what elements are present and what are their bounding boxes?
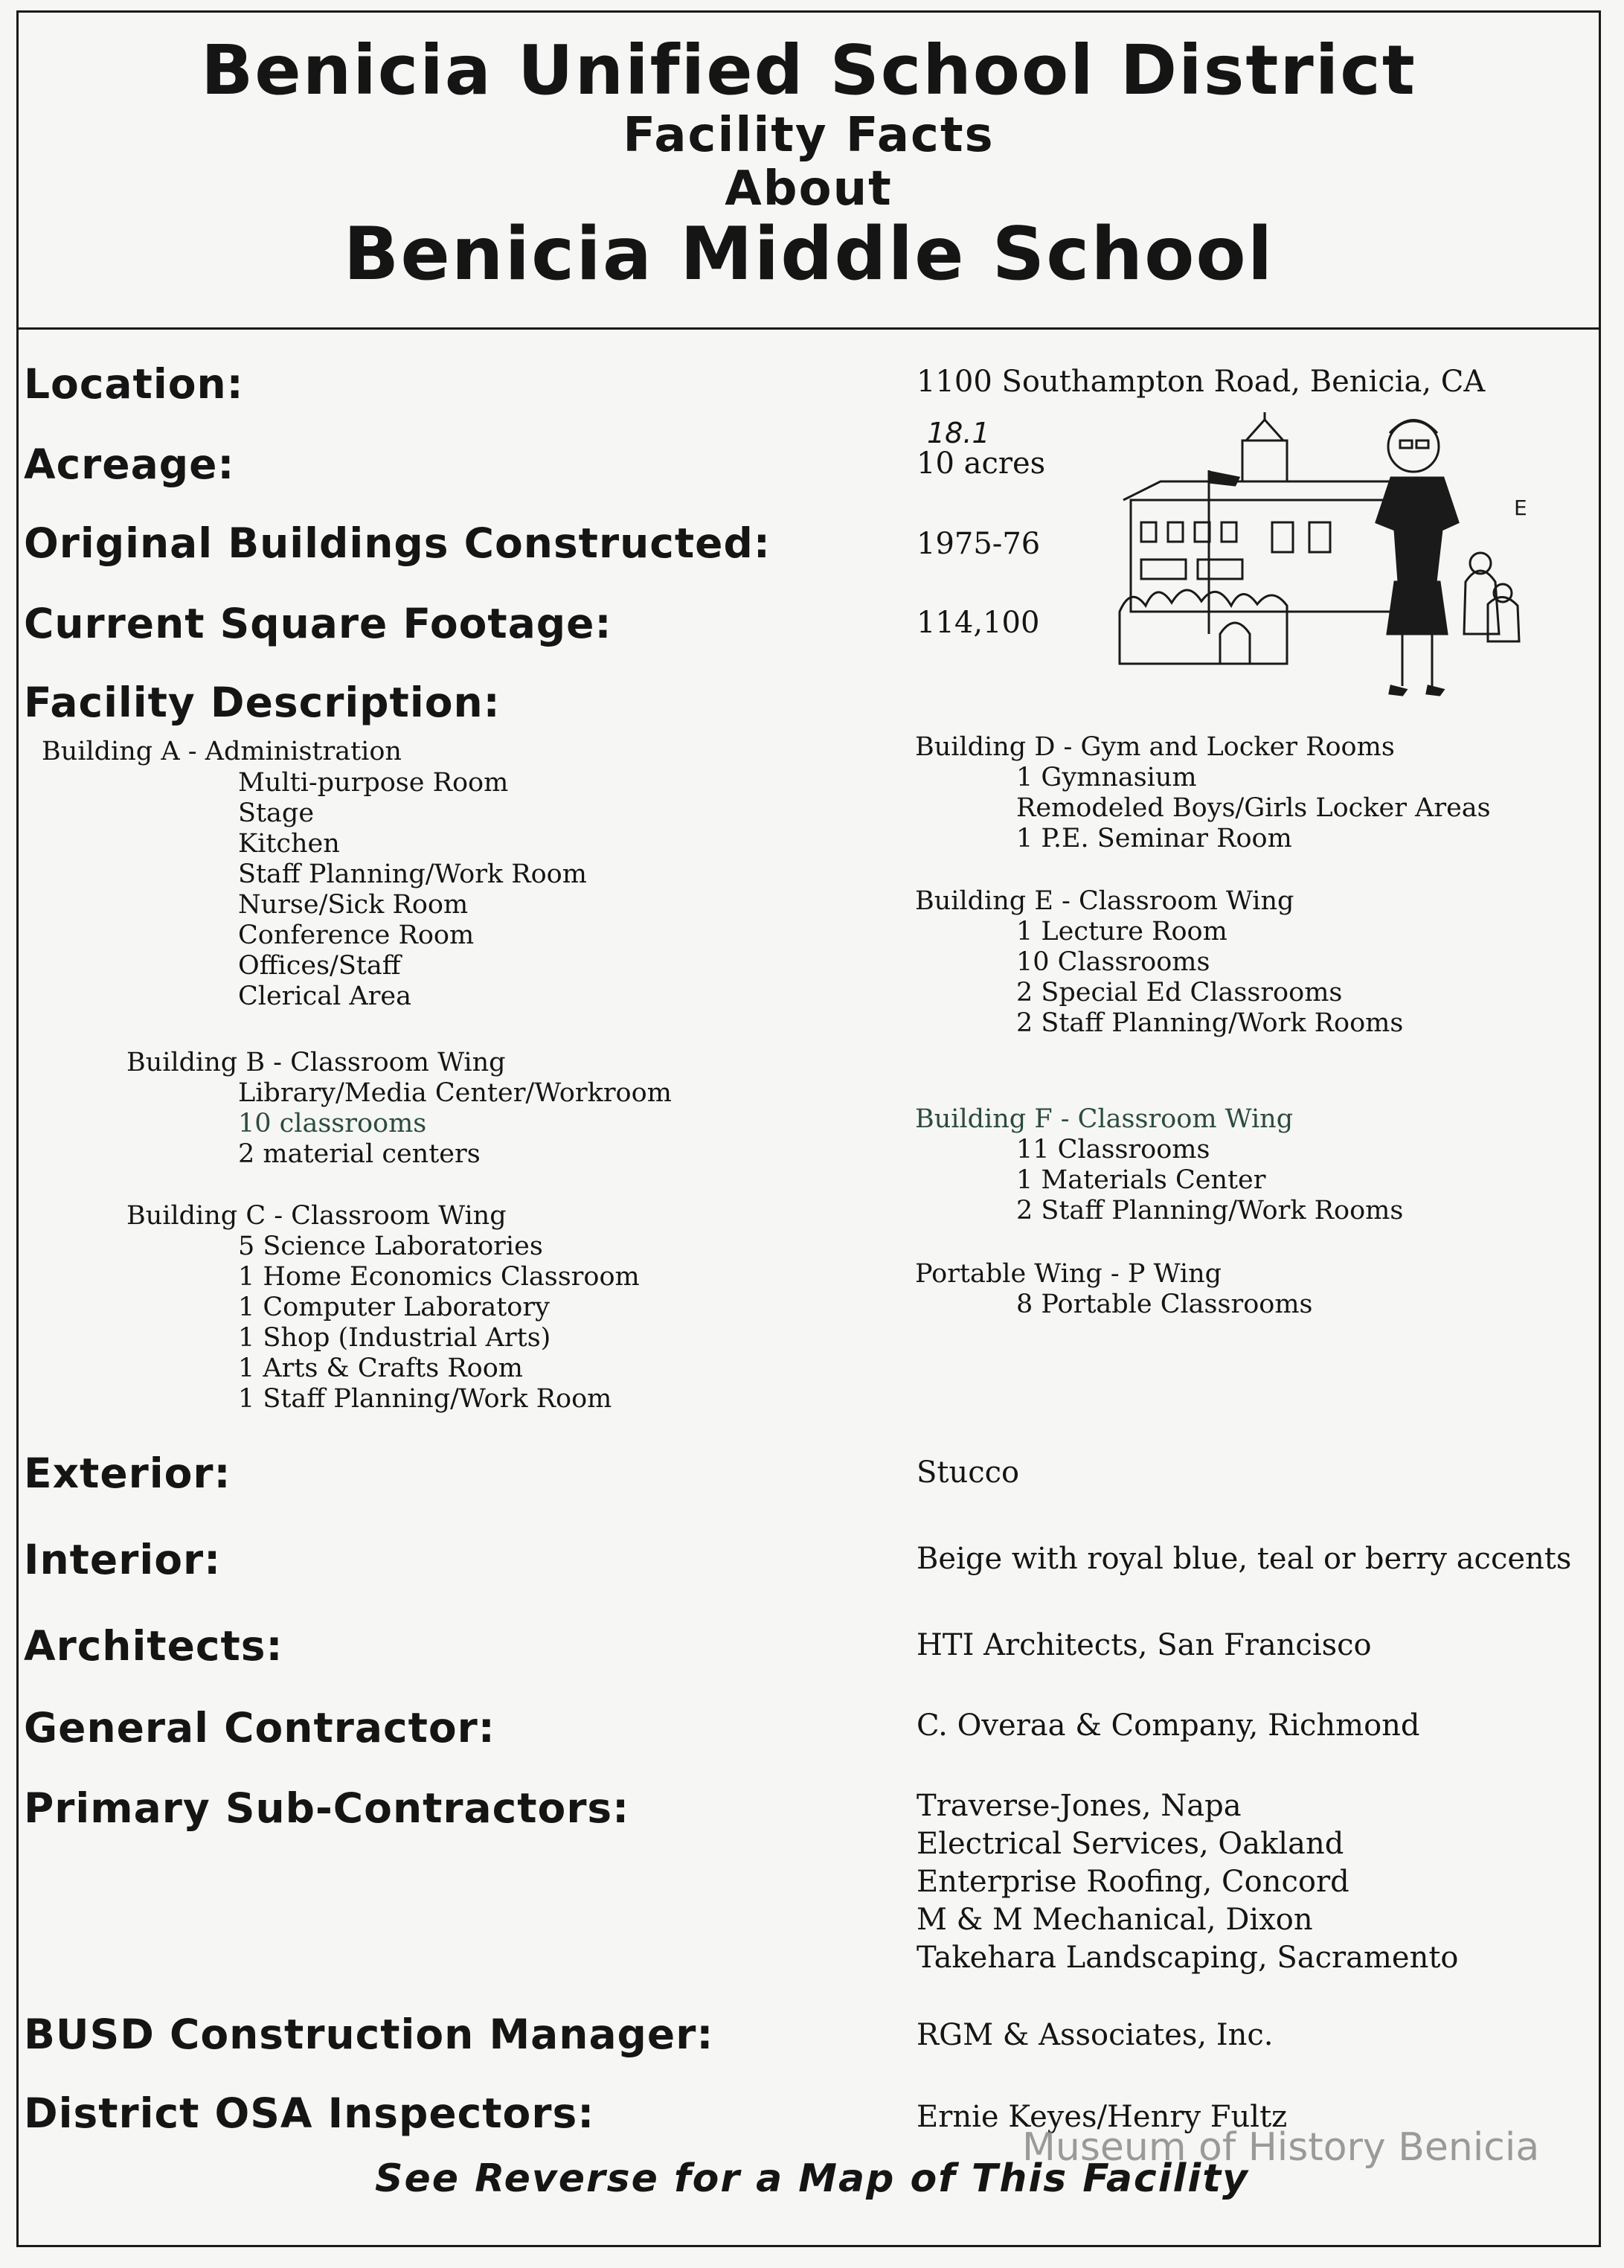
list-item: 1 Gymnasium: [1016, 763, 1197, 792]
list-item: Enterprise Roofing, Concord: [917, 1865, 1349, 1899]
square-footage-value: 114,100: [917, 606, 1040, 640]
list-item: 10 Classrooms: [1016, 947, 1210, 977]
district-title: Benicia Unified School District: [201, 31, 1416, 110]
square-footage-label: Current Square Footage:: [24, 600, 612, 647]
construction-manager-value: RGM & Associates, Inc.: [917, 2018, 1274, 2052]
list-item: Offices/Staff: [238, 951, 401, 981]
museum-watermark: Museum of History Benicia: [1022, 2125, 1540, 2170]
list-item: 2 Staff Planning/Work Rooms: [1016, 1008, 1404, 1038]
architects-label: Architects:: [24, 1622, 283, 1670]
list-item: 1 Arts & Crafts Room: [238, 1354, 524, 1383]
list-item: 1 P.E. Seminar Room: [1016, 824, 1292, 853]
school-title: Benicia Middle School: [343, 212, 1274, 297]
list-item: 1 Home Economics Classroom: [238, 1262, 640, 1292]
facility-description-label: Facility Description:: [24, 679, 501, 726]
interior-value: Beige with royal blue, teal or berry accents: [917, 1542, 1572, 1576]
svg-text:E: E: [1514, 496, 1527, 520]
list-item: 1 Lecture Room: [1016, 917, 1227, 946]
construction-manager-label: BUSD Construction Manager:: [24, 2011, 714, 2058]
list-item: Nurse/Sick Room: [238, 890, 469, 920]
osa-inspectors-value: Ernie Keyes/Henry Fultz: [917, 2100, 1288, 2134]
list-item: M & M Mechanical, Dixon: [917, 1903, 1313, 1937]
list-item: Library/Media Center/Workroom: [238, 1078, 672, 1108]
interior-label: Interior:: [24, 1536, 222, 1583]
exterior-label: Exterior:: [24, 1449, 231, 1497]
list-item: 1 Shop (Industrial Arts): [238, 1323, 551, 1353]
building-e-title: Building E - Classroom Wing: [915, 886, 1294, 916]
general-contractor-value: C. Overaa & Company, Richmond: [917, 1708, 1420, 1743]
general-contractor-label: General Contractor:: [24, 1704, 495, 1752]
exterior-value: Stucco: [917, 1455, 1020, 1490]
list-item: Clerical Area: [238, 981, 411, 1011]
list-item: 1 Computer Laboratory: [238, 1292, 550, 1322]
list-item: 2 Staff Planning/Work Rooms: [1016, 1196, 1404, 1226]
list-item: Traverse-Jones, Napa: [917, 1789, 1242, 1823]
location-value: 1100 Southampton Road, Benicia, CA: [917, 365, 1486, 399]
about-title: About: [725, 161, 893, 217]
building-f-title: Building F - Classroom Wing: [915, 1104, 1294, 1134]
building-a-title: Building A - Administration: [42, 737, 402, 766]
location-label: Location:: [24, 360, 244, 408]
list-item: Kitchen: [238, 829, 340, 859]
list-item: Stage: [238, 798, 315, 828]
facility-facts-title: Facility Facts: [623, 108, 995, 163]
building-d-title: Building D - Gym and Locker Rooms: [915, 732, 1395, 762]
list-item: 1 Materials Center: [1016, 1165, 1266, 1195]
list-item: 11 Classrooms: [1016, 1135, 1210, 1165]
list-item: 5 Science Laboratories: [238, 1231, 543, 1261]
architects-value: HTI Architects, San Francisco: [917, 1628, 1372, 1662]
osa-inspectors-label: District OSA Inspectors:: [24, 2089, 595, 2137]
list-item: Remodeled Boys/Girls Locker Areas: [1016, 793, 1491, 823]
list-item: 10 classrooms: [238, 1109, 427, 1138]
list-item: Conference Room: [238, 920, 475, 950]
list-item: Staff Planning/Work Room: [238, 859, 587, 889]
original-buildings-label: Original Buildings Constructed:: [24, 519, 771, 567]
reverse-map-note: See Reverse for a Map of This Facility: [375, 2156, 1249, 2201]
list-item: Electrical Services, Oakland: [917, 1827, 1344, 1861]
acreage-value: 10 acres: [917, 446, 1046, 481]
building-c-title: Building C - Classroom Wing: [126, 1201, 507, 1231]
acreage-handwritten-note: 18.1: [927, 417, 990, 449]
list-item: 1 Staff Planning/Work Room: [238, 1384, 612, 1414]
portable-wing-title: Portable Wing - P Wing: [915, 1259, 1222, 1289]
building-b-title: Building B - Classroom Wing: [126, 1048, 506, 1077]
title-box: [19, 13, 1599, 330]
list-item: Takehara Landscaping, Sacramento: [917, 1941, 1459, 1975]
sub-contractors-label: Primary Sub-Contractors:: [24, 1784, 630, 1832]
list-item: 2 Special Ed Classrooms: [1016, 978, 1343, 1008]
original-buildings-value: 1975-76: [917, 527, 1041, 561]
acreage-label: Acreage:: [24, 441, 235, 488]
list-item: 2 material centers: [238, 1139, 481, 1169]
school-teacher-illustration: [1116, 411, 1532, 716]
list-item: 8 Portable Classrooms: [1016, 1290, 1313, 1319]
list-item: Multi-purpose Room: [238, 768, 509, 798]
